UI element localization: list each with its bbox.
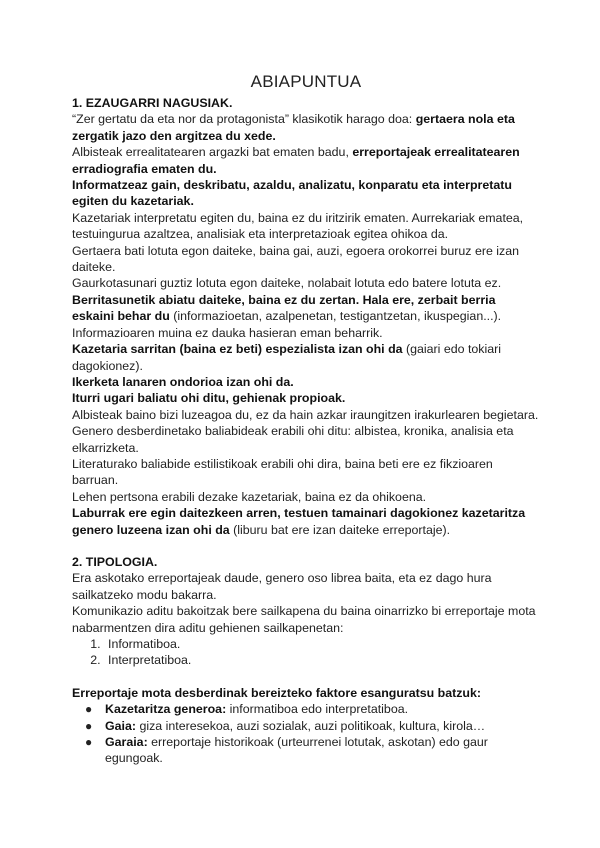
- list-item-text: erreportaje historikoak (urteurrenei lotutak, askotan) edo gaur egungoak.: [105, 735, 488, 766]
- paragraph-bold-text: gertaera nola eta zergatik jazo den argitzea du xede.: [72, 112, 515, 143]
- paragraph: [72, 341, 540, 374]
- paragraph: Informazioaren muina ez dauka hasieran eman beharrik.: [72, 325, 383, 340]
- list-item: [85, 701, 540, 717]
- section-1-heading: 1. EZAUGARRI NAGUSIAK.: [72, 96, 233, 110]
- list-item-label: Gaia:: [105, 718, 136, 733]
- paragraph-text: Albisteak errealitatearen argazki bat ematen badu,: [72, 145, 353, 160]
- paragraph: Lehen pertsona erabili dezake kazetariak, baina ez da ohikoena.: [72, 489, 427, 504]
- factors-heading: Erreportaje mota desberdinak bereizteko faktore esanguratsu batzuk:: [72, 685, 482, 700]
- bullet-icon: ●: [85, 702, 93, 717]
- bullet-list: [72, 701, 540, 767]
- bullet-icon: ●: [85, 718, 93, 733]
- list-item: [85, 734, 540, 767]
- paragraph-text: (liburu bat ere izan daiteke erreportaje).: [229, 522, 451, 537]
- paragraph-bold: Informatzeaz gain, deskribatu, azaldu, analizatu, konparatu eta interpretatu egiten du kazetariak.: [72, 178, 512, 209]
- list-item-text: informatiboa edo interpretatiboa.: [226, 702, 409, 717]
- paragraph: [72, 144, 540, 177]
- list-item-label: Garaia:: [105, 735, 148, 750]
- paragraph-bold: Iturri ugari baliatu ohi ditu, gehienak propioak.: [72, 391, 346, 406]
- list-item: [85, 718, 540, 734]
- paragraph: [72, 111, 540, 144]
- paragraph-bold: Ikerketa lanaren ondorioa izan ohi da.: [72, 374, 294, 389]
- list-item: 1. Informatiboa.: [104, 636, 540, 652]
- paragraph: [72, 505, 540, 538]
- paragraph-bold-text: Laburrak ere egin daitezkeen arren, testuen tamainari dagokionez kazetaritza genero luzeena izan ohi da: [72, 506, 526, 537]
- paragraph: Gaurkotasunari guztiz lotuta egon daiteke, nolabait lotuta edo batere lotuta ez.: [72, 276, 502, 291]
- spacer: [72, 669, 540, 685]
- paragraph: Albisteak baino bizi luzeagoa du, ez da hain azkar iraungitzen irakurlearen begietara.: [72, 407, 539, 422]
- paragraph: Genero desberdinetako baliabideak erabili ohi ditu: albistea, kronika, analisia eta elkarrizketa.: [72, 424, 514, 455]
- paragraph-bold-text: erreportajeak errealitatearen erradiografia ematen du.: [72, 145, 520, 176]
- paragraph-text: “Zer gertatu da eta nor da protagonista” klasikotik harago doa:: [72, 112, 416, 127]
- paragraph: Literaturako baliabide estilistikoak erabili ohi dira, baina beti ere ez fikzioaren barruan.: [72, 456, 493, 488]
- paragraph-text: (informazioetan, azalpenetan, testigantzetan, ikuspegian...).: [169, 309, 502, 324]
- paragraph: Komunikazio aditu bakoitzak bere sailkapena du baina oinarrizko bi erreportaje mota nabarmentzen dira aditu gehienen sailkapenetan:: [72, 604, 536, 635]
- paragraph: Era askotako erreportajeak daude, genero oso librea baita, eta ez dago hura sailkatzeko modu bakarra.: [72, 571, 492, 602]
- list-item: 2. Interpretatiboa.: [104, 652, 540, 668]
- paragraph: [72, 292, 540, 325]
- list-item-text: giza interesekoa, auzi sozialak, auzi politikoak, kultura, kirola…: [136, 718, 486, 733]
- spacer: [72, 538, 540, 554]
- ordered-list: [72, 636, 540, 669]
- document-title: ABIAPUNTUA: [250, 72, 362, 91]
- paragraph-bold-text: Kazetaria sarritan (baina ez beti) espezialista izan ohi da: [72, 342, 403, 357]
- bullet-icon: ●: [85, 735, 93, 750]
- section-2-heading: 2. TIPOLOGIA.: [72, 554, 158, 569]
- paragraph: Kazetariak interpretatu egiten du, baina ez du iritzirik ematen. Aurrekariak ematea, testuingurua azaltzea, analisiak eta interpretazioak egitea ohikoa da.: [72, 210, 524, 242]
- list-item-label: Kazetaritza generoa:: [105, 702, 227, 717]
- paragraph-text: (gaiari edo tokiari dagokionez).: [72, 342, 502, 373]
- paragraph-bold-text: Berritasunetik abiatu daiteke, baina ez du zertan. Hala ere, zerbait berria eskaini behar du: [72, 292, 496, 324]
- paragraph: Gertaera bati lotuta egon daiteke, baina gai, auzi, egoera orokorrei buruz ere izan daiteke.: [72, 243, 520, 275]
